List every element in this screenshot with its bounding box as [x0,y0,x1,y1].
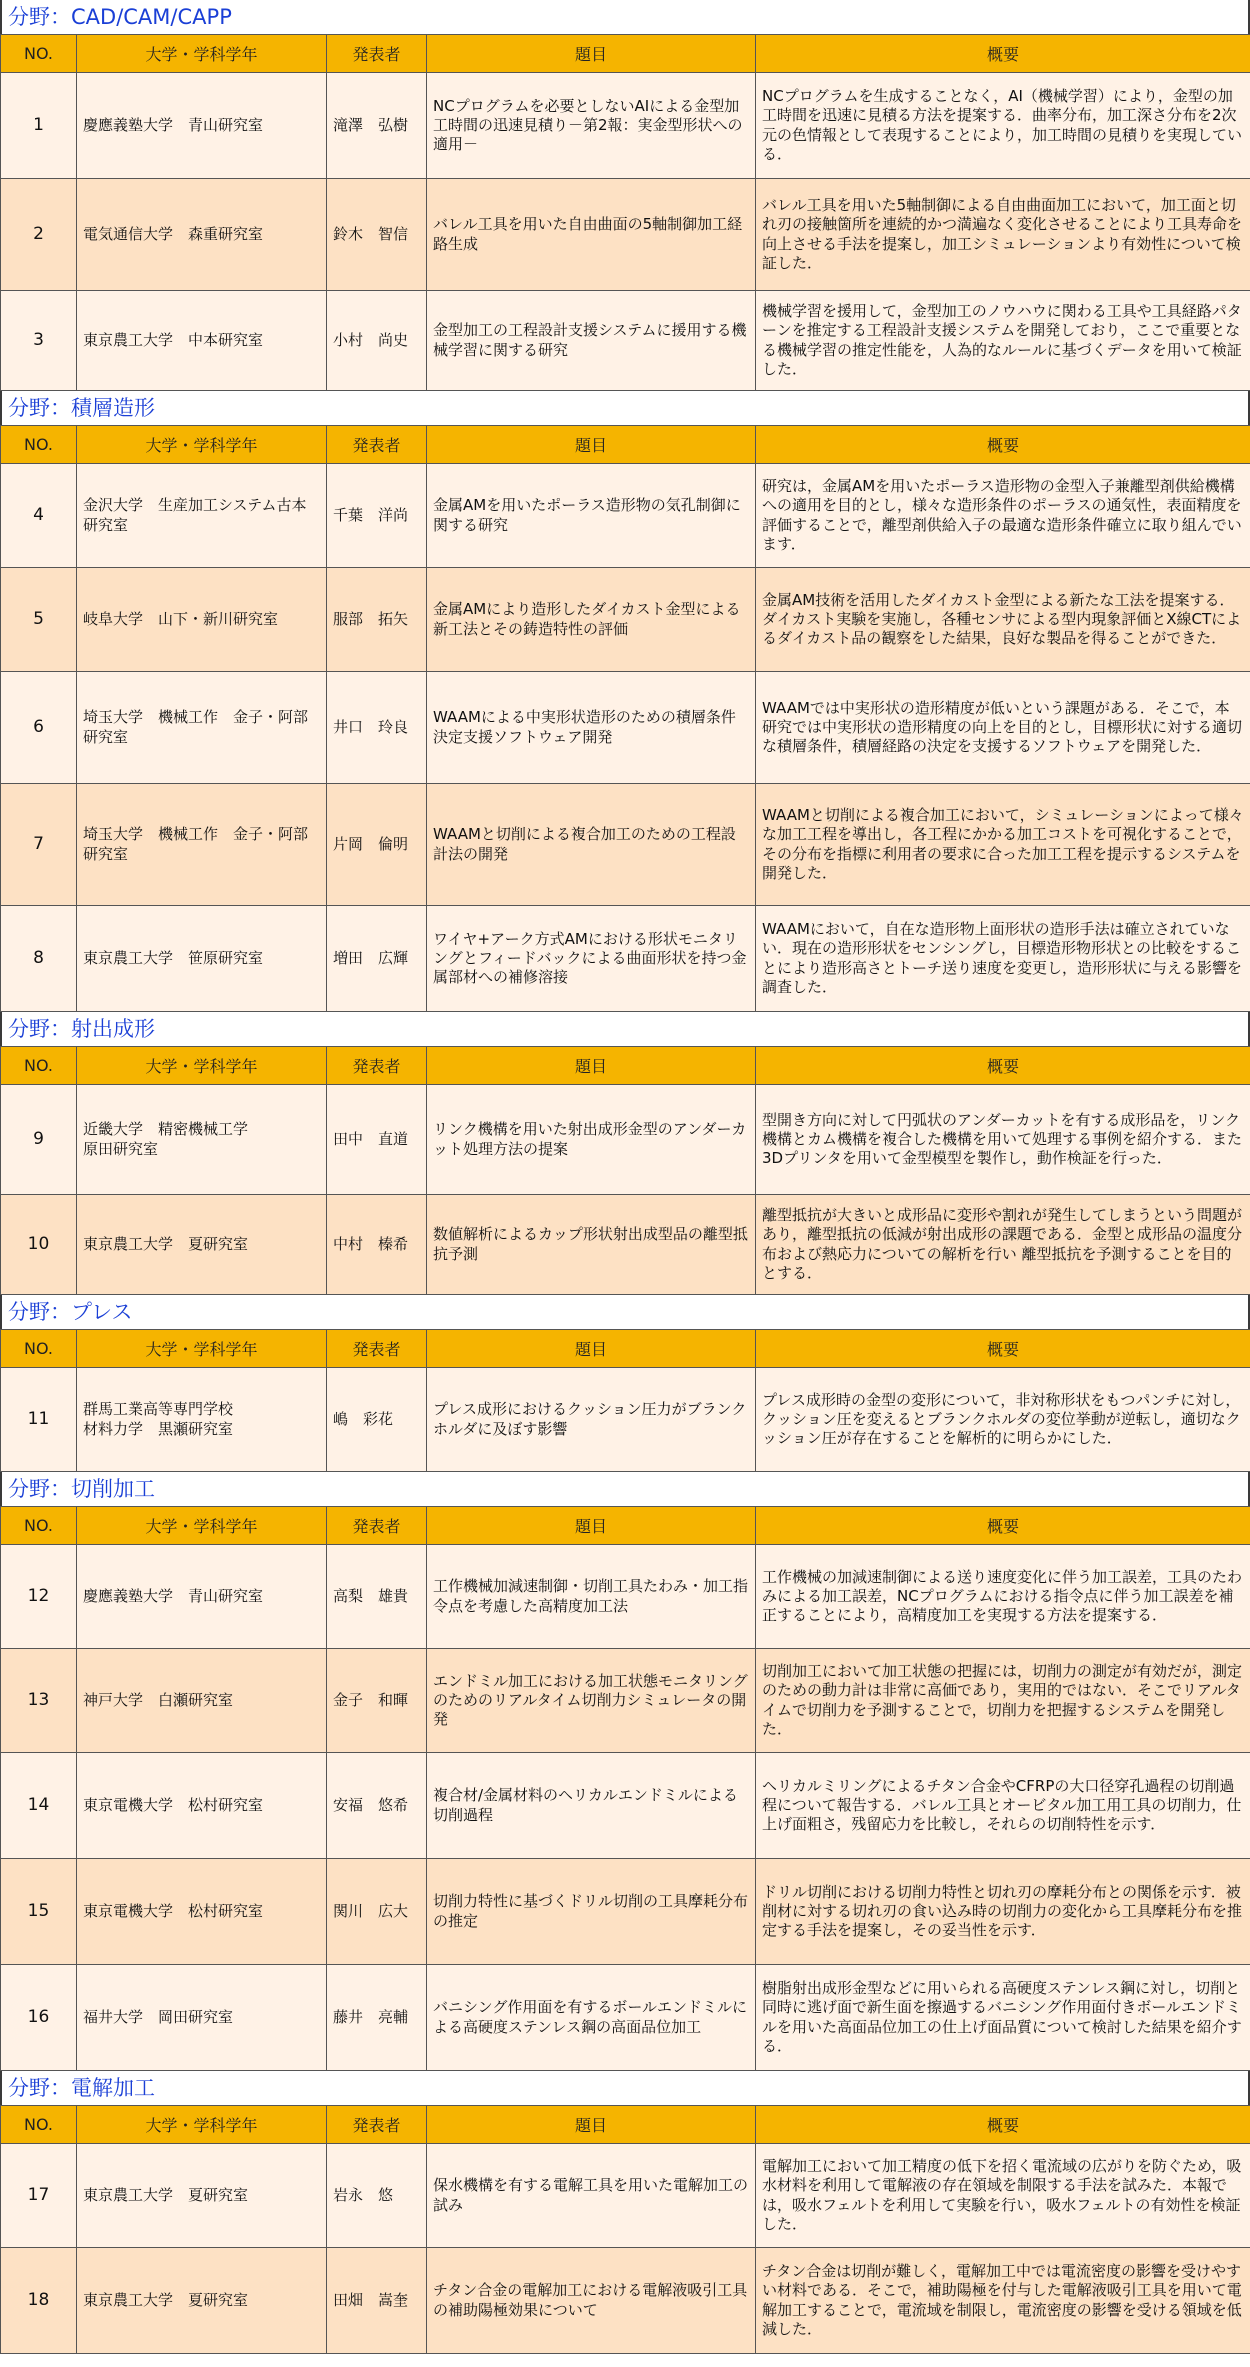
table-row [1,291,1250,391]
cell-presenter: 安福 悠希 [327,1753,427,1859]
table-row [1,1649,1250,1753]
cell-no: 18 [1,2248,77,2354]
cell-no: 4 [1,464,77,568]
table-row [1,179,1250,291]
cell-no: 17 [1,2144,77,2248]
cell-title: 金属AMを用いたポーラス造形物の気孔制御に関する研究 [427,464,756,568]
cell-summary: バレル工具を用いた5軸制御による自由曲面加工において，加工面と切れ刃の接触箇所を連続的かつ満遍なく変化させることにより工具寿命を向上させる手法を提案し，加工シミュレーションより有効性について検証した． [756,179,1250,291]
header-presenter: 発表者 [327,2106,427,2144]
section-title: 分野：積層造形 [0,391,1250,425]
cell-no: 3 [1,291,77,391]
cell-no: 11 [1,1368,77,1472]
presentation-table [0,1329,1250,1472]
cell-university: 神戸大学 白瀬研究室 [77,1649,327,1753]
cell-title: 金属AMにより造形したダイカスト金型による新工法とその鋳造特性の評価 [427,568,756,672]
cell-title: バレル工具を用いた自由曲面の5軸制御加工経路生成 [427,179,756,291]
cell-summary: 切削加工において加工状態の把握には，切削力の測定が有効だが，測定のための動力計は非常に高価であり，実用的ではない．そこでリアルタイムで切削力を予測することで，切削力を把握するシステムを開発した． [756,1649,1250,1753]
header-title: 題目 [427,1507,756,1545]
cell-presenter: 関川 広大 [327,1859,427,1965]
cell-no: 13 [1,1649,77,1753]
cell-summary: 工作機械の加減速制御による送り速度変化に伴う加工誤差，工具のたわみによる加工誤差，NCプログラムにおける指令点に伴う加工誤差を補正することにより，高精度加工を実現する方法を提案する． [756,1545,1250,1649]
cell-university: 慶應義塾大学 青山研究室 [77,73,327,179]
cell-university: 東京農工大学 夏研究室 [77,1195,327,1295]
cell-presenter: 田中 直道 [327,1085,427,1195]
cell-presenter: 中村 榛希 [327,1195,427,1295]
cell-title: 数値解析によるカップ形状射出成型品の離型抵抗予測 [427,1195,756,1295]
cell-university: 東京農工大学 笹原研究室 [77,906,327,1012]
cell-university: 群馬工業高等専門学校 材料力学 黒瀬研究室 [77,1368,327,1472]
table-row [1,2144,1250,2248]
header-no: NO. [1,1330,77,1368]
header-presenter: 発表者 [327,1330,427,1368]
cell-title: エンドミル加工における加工状態モニタリングのためのリアルタイム切削力シミュレータの開発 [427,1649,756,1753]
cell-title: WAAMと切削による複合加工のための工程設計法の開発 [427,784,756,906]
cell-university: 岐阜大学 山下・新川研究室 [77,568,327,672]
section-title: 分野：切削加工 [0,1472,1250,1506]
cell-university: 東京農工大学 夏研究室 [77,2248,327,2354]
cell-presenter: 千葉 洋尚 [327,464,427,568]
cell-title: 金型加工の工程設計支援システムに援用する機械学習に関する研究 [427,291,756,391]
cell-summary: ヘリカルミリングによるチタン合金やCFRPの大口径穿孔過程の切削過程について報告する．バレル工具とオービタル加工用工具の切削力，仕上げ面粗さ，残留応力を比較し，それらの切削特性を示す． [756,1753,1250,1859]
header-no: NO. [1,1507,77,1545]
table-header-row [1,2106,1250,2144]
cell-title: 保水機構を有する電解工具を用いた電解加工の試み [427,2144,756,2248]
table-row [1,73,1250,179]
cell-presenter: 増田 広輝 [327,906,427,1012]
cell-presenter: 服部 拓矢 [327,568,427,672]
header-title: 題目 [427,35,756,73]
section-title: 分野：射出成形 [0,1012,1250,1046]
cell-summary: チタン合金は切削が難しく，電解加工中では電流密度の影響を受けやすい材料である．そこで，補助陽極を付与した電解液吸引工具を用いて電解加工することで，電流域を制限し，電流密度の影響を受ける領域を低減した． [756,2248,1250,2354]
header-summary: 概要 [756,426,1250,464]
table-row [1,2248,1250,2354]
cell-presenter: 高梨 雄貴 [327,1545,427,1649]
header-summary: 概要 [756,35,1250,73]
header-university: 大学・学科学年 [77,1330,327,1368]
table-row [1,1753,1250,1859]
cell-summary: WAAMにおいて，自在な造形物上面形状の造形手法は確立されていない．現在の造形形状をセンシングし，目標造形物形状との比較をすることにより造形高さとトーチ送り速度を変更し，造形形状に与える影響を調査した． [756,906,1250,1012]
cell-university: 東京電機大学 松村研究室 [77,1753,327,1859]
header-title: 題目 [427,1330,756,1368]
cell-no: 15 [1,1859,77,1965]
table-row [1,1545,1250,1649]
cell-no: 7 [1,784,77,906]
presentation-table [0,1506,1250,2071]
cell-university: 近畿大学 精密機械工学 原田研究室 [77,1085,327,1195]
cell-presenter: 嶋 彩花 [327,1368,427,1472]
cell-summary: WAAMと切削による複合加工において，シミュレーションによって様々な加工工程を導出し，各工程にかかる加工コストを可視化することで，その分布を指標に利用者の要求に合った加工工程を提示するシステムを開発した． [756,784,1250,906]
cell-title: バニシング作用面を有するボールエンドミルによる高硬度ステンレス鋼の高面品位加工 [427,1965,756,2071]
cell-presenter: 井口 玲良 [327,672,427,784]
table-header-row [1,426,1250,464]
cell-summary: 型開き方向に対して円弧状のアンダーカットを有する成形品を，リンク機構とカム機構を複合した機構を用いて処理する事例を紹介する．また3Dプリンタを用いて金型模型を製作し，動作検証を行った． [756,1085,1250,1195]
section-title: 分野：電解加工 [0,2071,1250,2105]
cell-university: 埼玉大学 機械工作 金子・阿部研究室 [77,672,327,784]
table-row [1,1085,1250,1195]
header-no: NO. [1,2106,77,2144]
table-row [1,568,1250,672]
cell-no: 1 [1,73,77,179]
presentation-table [0,34,1250,391]
cell-university: 埼玉大学 機械工作 金子・阿部研究室 [77,784,327,906]
table-row [1,464,1250,568]
cell-university: 東京農工大学 夏研究室 [77,2144,327,2248]
cell-university: 東京電機大学 松村研究室 [77,1859,327,1965]
cell-summary: 離型抵抗が大きいと成形品に変形や割れが発生してしまうという問題があり，離型抵抗の低減が射出成形の課題である．金型と成形品の温度分布および熱応力についての解析を行い 離型抵抗を予測することを目的とする． [756,1195,1250,1295]
table-header-row [1,1330,1250,1368]
cell-university: 電気通信大学 森重研究室 [77,179,327,291]
cell-no: 16 [1,1965,77,2071]
table-row [1,1195,1250,1295]
cell-title: 工作機械加減速制御・切削工具たわみ・加工指令点を考慮した高精度加工法 [427,1545,756,1649]
cell-no: 2 [1,179,77,291]
presentation-table [0,425,1250,1012]
cell-summary: NCプログラムを生成することなく，AI（機械学習）により，金型の加工時間を迅速に見積る方法を提案する．曲率分布，加工深さ分布を2次元の色情報として表現することにより，加工時間の見積りを実現している． [756,73,1250,179]
cell-presenter: 田畑 嵩奎 [327,2248,427,2354]
cell-summary: 樹脂射出成形金型などに用いられる高硬度ステンレス鋼に対し，切削と同時に逃げ面で新生面を擦過するバニシング作用面付きボールエンドミルを用いた高面品位加工の仕上げ面品質について検討した結果を紹介する． [756,1965,1250,2071]
cell-summary: 研究は，金属AMを用いたポーラス造形物の金型入子兼離型剤供給機構への適用を目的とし，様々な造形条件のポーラスの通気性，表面精度を評価することで，離型剤供給入子の最適な造形条件確立に取り組んでいます． [756,464,1250,568]
cell-summary: 電解加工において加工精度の低下を招く電流域の広がりを防ぐため，吸水材料を利用して電解液の存在領域を制限する手法を試みた．本報では，吸水フェルトを利用して実験を行い，吸水フェルトの有効性を検証した． [756,2144,1250,2248]
cell-summary: プレス成形時の金型の変形について，非対称形状をもつパンチに対し，クッション圧を変えるとブランクホルダの変位挙動が逆転し，適切なクッション圧が存在することを解析的に明らかにした． [756,1368,1250,1472]
cell-summary: 機械学習を援用して，金型加工のノウハウに関わる工具や工具経路パターンを推定する工程設計支援システムを開発しており，ここで重要となる機械学習の推定性能を，人為的なルールに基づくデータを用いて検証した． [756,291,1250,391]
table-row [1,906,1250,1012]
table-header-row [1,1047,1250,1085]
header-no: NO. [1,426,77,464]
section-title: 分野：プレス [0,1295,1250,1329]
cell-presenter: 小村 尚史 [327,291,427,391]
section-title: 分野：CAD/CAM/CAPP [0,0,1250,34]
cell-no: 14 [1,1753,77,1859]
header-university: 大学・学科学年 [77,1507,327,1545]
cell-no: 12 [1,1545,77,1649]
header-title: 題目 [427,2106,756,2144]
table-row [1,784,1250,906]
cell-title: プレス成形におけるクッション圧力がブランクホルダに及ぼす影響 [427,1368,756,1472]
cell-no: 8 [1,906,77,1012]
cell-presenter: 岩永 悠 [327,2144,427,2248]
header-summary: 概要 [756,1507,1250,1545]
header-presenter: 発表者 [327,426,427,464]
header-no: NO. [1,1047,77,1085]
cell-university: 福井大学 岡田研究室 [77,1965,327,2071]
header-presenter: 発表者 [327,1047,427,1085]
header-summary: 概要 [756,1047,1250,1085]
cell-title: WAAMによる中実形状造形のための積層条件決定支援ソフトウェア開発 [427,672,756,784]
table-header-row [1,35,1250,73]
header-presenter: 発表者 [327,1507,427,1545]
cell-presenter: 片岡 倫明 [327,784,427,906]
cell-presenter: 金子 和暉 [327,1649,427,1753]
cell-presenter: 滝澤 弘樹 [327,73,427,179]
cell-title: リンク機構を用いた射出成形金型のアンダーカット処理方法の提案 [427,1085,756,1195]
table-row [1,1965,1250,2071]
cell-title: チタン合金の電解加工における電解液吸引工具の補助陽極効果について [427,2248,756,2354]
header-title: 題目 [427,426,756,464]
header-university: 大学・学科学年 [77,2106,327,2144]
header-summary: 概要 [756,2106,1250,2144]
cell-presenter: 鈴木 智信 [327,179,427,291]
header-university: 大学・学科学年 [77,1047,327,1085]
cell-summary: 金属AM技術を活用したダイカスト金型による新たな工法を提案する．ダイカスト実験を実施し，各種センサによる型内現象評価とX線CTによるダイカスト品の観察をした結果，良好な製品を得ることができた． [756,568,1250,672]
header-summary: 概要 [756,1330,1250,1368]
table-header-row [1,1507,1250,1545]
cell-title: 切削力特性に基づくドリル切削の工具摩耗分布の推定 [427,1859,756,1965]
cell-university: 東京農工大学 中本研究室 [77,291,327,391]
cell-university: 慶應義塾大学 青山研究室 [77,1545,327,1649]
presentation-table [0,1046,1250,1295]
header-no: NO. [1,35,77,73]
cell-title: NCプログラムを必要としないAIによる金型加工時間の迅速見積り－第2報：実金型形状への適用－ [427,73,756,179]
table-row [1,1368,1250,1472]
header-university: 大学・学科学年 [77,35,327,73]
cell-no: 5 [1,568,77,672]
cell-no: 9 [1,1085,77,1195]
cell-summary: WAAMでは中実形状の造形精度が低いという課題がある．そこで，本研究では中実形状の造形精度の向上を目的とし，目標形状に対する適切な積層条件，積層経路の決定を支援するソフトウェアを開発した． [756,672,1250,784]
cell-no: 10 [1,1195,77,1295]
header-title: 題目 [427,1047,756,1085]
header-university: 大学・学科学年 [77,426,327,464]
cell-university: 金沢大学 生産加工システム古本研究室 [77,464,327,568]
cell-summary: ドリル切削における切削力特性と切れ刃の摩耗分布との関係を示す．被削材に対する切れ刃の食い込み時の切削力の変化から工具摩耗分布を推定する手法を提案し，その妥当性を示す． [756,1859,1250,1965]
table-row [1,672,1250,784]
cell-title: ワイヤ+アーク方式AMにおける形状モニタリングとフィードバックによる曲面形状を持つ金属部材への補修溶接 [427,906,756,1012]
cell-no: 6 [1,672,77,784]
cell-presenter: 藤井 亮輔 [327,1965,427,2071]
header-presenter: 発表者 [327,35,427,73]
table-row [1,1859,1250,1965]
presentation-table [0,2105,1250,2354]
cell-title: 複合材/金属材料のヘリカルエンドミルによる切削過程 [427,1753,756,1859]
